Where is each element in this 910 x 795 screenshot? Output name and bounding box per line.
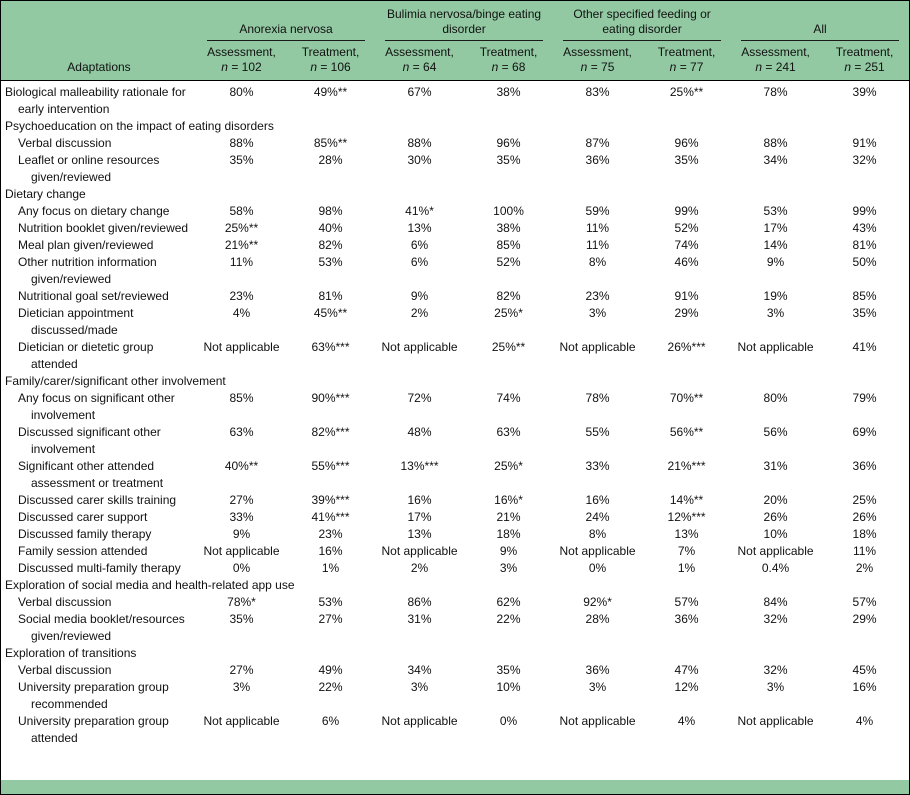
section-label: Dietary change [5,187,86,201]
table-cell: 21%** [224,238,259,252]
table-row [1,254,909,288]
table-cell: 78%* [227,595,256,609]
table-head [1,1,909,81]
table-row [1,390,909,424]
table-cell: 0.4% [761,561,790,575]
table-cell: 29% [852,612,877,626]
table-cell: 25%* [494,306,523,320]
table-cell: 35% [229,153,254,167]
table-cell: 96% [496,136,521,150]
table-cell: 8% [588,527,607,541]
table-cell: 3% [766,680,785,694]
table-cell: 30% [407,153,432,167]
table-cell: 96% [674,136,699,150]
table-cell: 17% [763,221,788,235]
table-row [1,458,909,492]
table-row [1,237,909,254]
column-group-label: Bulimia nervosa/binge eating disorder [385,7,543,41]
table-cell: 46% [674,255,699,269]
table-row [1,560,909,577]
row-label: Dietician or dietetic group attended [18,340,154,371]
table-cell: 12% [674,680,699,694]
column-group-header [375,1,553,41]
table-cell: 0% [499,714,518,728]
table-cell: 34% [407,663,432,677]
column-type-label: Assessment, [385,45,454,59]
table-cell: 13%*** [400,459,439,473]
table-cell: 35% [674,153,699,167]
table-cell: 36% [585,663,610,677]
column-header [820,41,909,81]
table-row [1,339,909,373]
table-cell: 27% [229,493,254,507]
table-cell: 99% [852,204,877,218]
table-cell: 32% [763,663,788,677]
table-cell: 50% [852,255,877,269]
row-label: Verbal discussion [18,663,112,677]
section-row [1,577,909,594]
section-row [1,373,909,390]
n-symbol: n [580,60,588,74]
table-cell: 55%*** [311,459,350,473]
column-n-label: n = 68 [491,60,526,74]
table-cell: 2% [410,306,429,320]
table-cell: 27% [229,663,254,677]
table-row [1,152,909,186]
table-cell: 6% [410,255,429,269]
table-cell: 98% [318,204,343,218]
column-group-header [731,1,909,41]
column-header [731,41,820,81]
table-cell: 81% [318,289,343,303]
table-row [1,135,909,152]
table-cell: 3% [588,680,607,694]
column-type-label: Assessment, [207,45,276,59]
column-header [286,41,375,81]
section-row [1,186,909,203]
table-cell: 11% [585,238,610,252]
table-cell: 72% [407,391,432,405]
table-cell: 56%** [669,425,704,439]
table-cell: 11% [852,544,877,558]
table-cell: 53% [318,255,343,269]
table-cell: 9% [499,544,518,558]
row-label: Any focus on significant other involvement [18,391,175,422]
table-cell: 88% [407,136,432,150]
table-cell: 14%** [669,493,704,507]
table-cell: 9% [410,289,429,303]
table-cell: 55% [585,425,610,439]
table-row [1,492,909,509]
table-row [1,220,909,237]
table-cell: 28% [585,612,610,626]
table-cell: 63% [496,425,521,439]
table-cell: 25%** [224,221,259,235]
section-label: Exploration of transitions [5,646,137,660]
table-cell: 28% [318,153,343,167]
table-cell: 99% [674,204,699,218]
table-cell: 7% [677,544,696,558]
table-cell: 23% [318,527,343,541]
table-cell: 26% [763,510,788,524]
table-cell: 25% [852,493,877,507]
footer-bar [1,780,909,794]
table-cell: 29% [674,306,699,320]
table-cell: 35% [496,663,521,677]
table-cell: 79% [852,391,877,405]
table-cell: 53% [318,595,343,609]
column-type-label: Treatment, [657,45,716,59]
table-row [1,662,909,679]
row-label: Discussed carer support [18,510,148,524]
table-cell: 35% [852,306,877,320]
table-cell: 58% [229,204,254,218]
table-row [1,611,909,645]
table-cell: 16% [585,493,610,507]
adaptations-table [1,1,909,747]
table-cell: 49% [318,663,343,677]
table-cell: Not applicable [381,544,458,558]
section-label: Family/carer/significant other involvement [5,374,226,388]
table-cell: 16% [318,544,343,558]
row-label: Discussed multi-family therapy [18,561,181,575]
row-label: Other nutrition information given/reviewed [18,255,157,286]
table-cell: 34% [763,153,788,167]
table-cell: 33% [585,459,610,473]
table-cell: Not applicable [381,714,458,728]
table-cell: 88% [763,136,788,150]
row-label: University preparation group attended [18,714,169,745]
table-cell: 13% [407,221,432,235]
table-cell: 2% [410,561,429,575]
table-cell: 86% [407,595,432,609]
table-cell: 16% [407,493,432,507]
row-label: Leaflet or online resources given/reviewed [18,153,160,184]
table-cell: 80% [763,391,788,405]
table-cell: 91% [852,136,877,150]
table-cell: 82% [318,238,343,252]
table-cell: 25%** [491,340,526,354]
table-cell: 17% [407,510,432,524]
table-cell: 70%** [669,391,704,405]
table-cell: 36% [674,612,699,626]
table-cell: Not applicable [203,714,280,728]
table-cell: 16% [852,680,877,694]
table-row [1,288,909,305]
table-cell: 49%** [313,85,348,99]
n-symbol: n [844,60,852,74]
table-cell: 53% [763,204,788,218]
table-cell: Not applicable [737,340,814,354]
table-cell: 3% [232,680,251,694]
column-group-label: Other specified feeding or eating disorder [563,7,721,41]
row-label: Any focus on dietary change [18,204,170,218]
row-label: Biological malleability rationale for early intervention [5,85,186,116]
table-cell: Not applicable [737,714,814,728]
table-cell: 78% [763,85,788,99]
table-body [1,81,909,748]
row-label: Meal plan given/reviewed [18,238,154,252]
table-cell: 85% [496,238,521,252]
header-group-row [1,1,909,41]
table-cell: 47% [674,663,699,677]
table-cell: 18% [496,527,521,541]
table-cell: 12%*** [667,510,706,524]
table-cell: 85%** [313,136,348,150]
table-cell: 23% [585,289,610,303]
row-label: Dietician appointment discussed/made [18,306,134,337]
table-cell: 16%* [494,493,523,507]
column-n-label: n = 75 [580,60,615,74]
table-cell: 56% [763,425,788,439]
table-cell: 11% [585,221,610,235]
table-cell: 41%* [405,204,434,218]
table-cell: Not applicable [203,544,280,558]
table-cell: 88% [229,136,254,150]
table-row [1,679,909,713]
n-symbol: n [402,60,410,74]
table-cell: 35% [496,153,521,167]
table-cell: 32% [852,153,877,167]
section-label: Exploration of social media and health-related app use [5,578,295,592]
column-group-header [553,1,731,41]
row-label: Family session attended [18,544,148,558]
table-cell: 27% [318,612,343,626]
table-cell: 3% [588,306,607,320]
table-cell: 22% [496,612,521,626]
table-cell: 0% [588,561,607,575]
table-cell: 13% [674,527,699,541]
table-cell: 85% [229,391,254,405]
table-cell: 69% [852,425,877,439]
table-cell: 3% [499,561,518,575]
table-row [1,713,909,747]
table-cell: 9% [766,255,785,269]
table-cell: 2% [855,561,874,575]
table-cell: 63% [229,425,254,439]
table-cell: 31% [407,612,432,626]
table-cell: 40% [318,221,343,235]
table-cell: 4% [677,714,696,728]
table-row [1,305,909,339]
table-cell: 52% [496,255,521,269]
header-cols-row [1,41,909,81]
table-cell: 36% [852,459,877,473]
table-cell: 14% [763,238,788,252]
table-cell: 84% [763,595,788,609]
table-cell: 43% [852,221,877,235]
column-type-label: Treatment, [835,45,894,59]
table-cell: 33% [229,510,254,524]
table-cell: 11% [229,255,254,269]
table-cell: 39%*** [311,493,350,507]
table-cell: 31% [763,459,788,473]
n-symbol: n [221,60,228,74]
table-cell: 40%** [224,459,259,473]
table-cell: 81% [852,238,877,252]
table-cell: 39% [852,85,877,99]
table-cell: 36% [585,153,610,167]
table-row [1,81,909,119]
table-cell: 78% [585,391,610,405]
table-cell: 9% [232,527,251,541]
adaptations-header: Adaptations [1,41,197,81]
table-row [1,203,909,220]
table-cell: 57% [852,595,877,609]
table-cell: 1% [321,561,340,575]
table-cell: 90%*** [311,391,350,405]
table-cell: 4% [855,714,874,728]
table-cell: 22% [318,680,343,694]
table-cell: 4% [232,306,251,320]
table-row [1,526,909,543]
table-cell: 21% [496,510,521,524]
table-cell: 59% [585,204,610,218]
table-cell: 3% [766,306,785,320]
table-cell: 8% [588,255,607,269]
table-cell: 21%*** [667,459,706,473]
table-cell: 83% [585,85,610,99]
table-cell: 82% [496,289,521,303]
table-cell: 52% [674,221,699,235]
row-label: Discussed family therapy [18,527,152,541]
row-label: Verbal discussion [18,136,112,150]
row-label: Discussed carer skills training [18,493,177,507]
column-header [464,41,553,81]
n-symbol: n [669,60,677,74]
table-cell: 91% [674,289,699,303]
table-cell: 10% [763,527,788,541]
column-n-label: n = 241 [755,60,796,74]
column-n-label: n = 77 [669,60,704,74]
table-cell: Not applicable [559,544,636,558]
table-cell: 45% [852,663,877,677]
table-cell: 0% [232,561,251,575]
table-cell: Not applicable [737,544,814,558]
table-cell: 6% [321,714,340,728]
table-cell: 25%** [669,85,704,99]
row-label: Significant other attended assessment or treatment [18,459,164,490]
n-symbol: n [310,60,317,74]
column-header [375,41,464,81]
table-row [1,424,909,458]
table-cell: 92%* [583,595,612,609]
table-cell: 18% [852,527,877,541]
table-cell: 38% [496,85,521,99]
table-cell: 82%*** [311,425,350,439]
column-type-label: Assessment, [563,45,632,59]
table-cell: 74% [496,391,521,405]
column-header [553,41,642,81]
section-label: Psychoeducation on the impact of eating disorders [5,119,274,133]
column-group-label: Anorexia nervosa [207,22,365,41]
table-cell: 38% [496,221,521,235]
column-type-label: Treatment, [479,45,538,59]
table-cell: Not applicable [559,714,636,728]
column-n-label: n = 64 [402,60,437,74]
table-cell: 85% [852,289,877,303]
column-header [642,41,731,81]
row-label: Discussed significant other involvement [18,425,161,456]
table-cell: 26% [852,510,877,524]
column-n-label: n = 102 [221,60,262,74]
table-row [1,594,909,611]
corner-cell [1,1,197,41]
row-label: Social media booklet/resources given/reviewed [18,612,185,643]
table-cell: 87% [585,136,610,150]
table-cell: 6% [410,238,429,252]
row-label: Verbal discussion [18,595,112,609]
table-cell: 35% [229,612,254,626]
table-cell: 57% [674,595,699,609]
row-label: Nutritional goal set/reviewed [18,289,169,303]
table-cell: 24% [585,510,610,524]
table-cell: 3% [410,680,429,694]
table-cell: 20% [763,493,788,507]
table-cell: 45%** [313,306,348,320]
table-row [1,543,909,560]
n-symbol: n [491,60,499,74]
table-cell: Not applicable [381,340,458,354]
section-row [1,118,909,135]
table-cell: 67% [407,85,432,99]
column-type-label: Treatment, [301,45,360,59]
table-cell: 100% [493,204,524,218]
table-cell: 10% [496,680,521,694]
column-group-header [197,1,375,41]
column-n-label: n = 106 [310,60,351,74]
table-cell: 26%*** [667,340,706,354]
table-cell: 19% [763,289,788,303]
table-cell: 23% [229,289,254,303]
table-cell: 25%* [494,459,523,473]
table-cell: 48% [407,425,432,439]
table-cell: 80% [229,85,254,99]
row-label: University preparation group recommended [18,680,169,711]
column-group-label: All [741,22,899,41]
table-cell: 41% [852,340,877,354]
row-label: Nutrition booklet given/reviewed [18,221,189,235]
table-row [1,509,909,526]
table-cell: 63%*** [311,340,350,354]
table-cell: Not applicable [203,340,280,354]
table-cell: 62% [496,595,521,609]
table-cell: 32% [763,612,788,626]
column-header [197,41,286,81]
column-type-label: Assessment, [741,45,810,59]
table-cell: Not applicable [559,340,636,354]
table-cell: 1% [677,561,696,575]
table-cell: 13% [407,527,432,541]
column-n-label: n = 251 [844,60,885,74]
n-symbol: n [755,60,763,74]
table-cell: 41%*** [311,510,350,524]
section-row [1,645,909,662]
table-cell: 74% [674,238,699,252]
